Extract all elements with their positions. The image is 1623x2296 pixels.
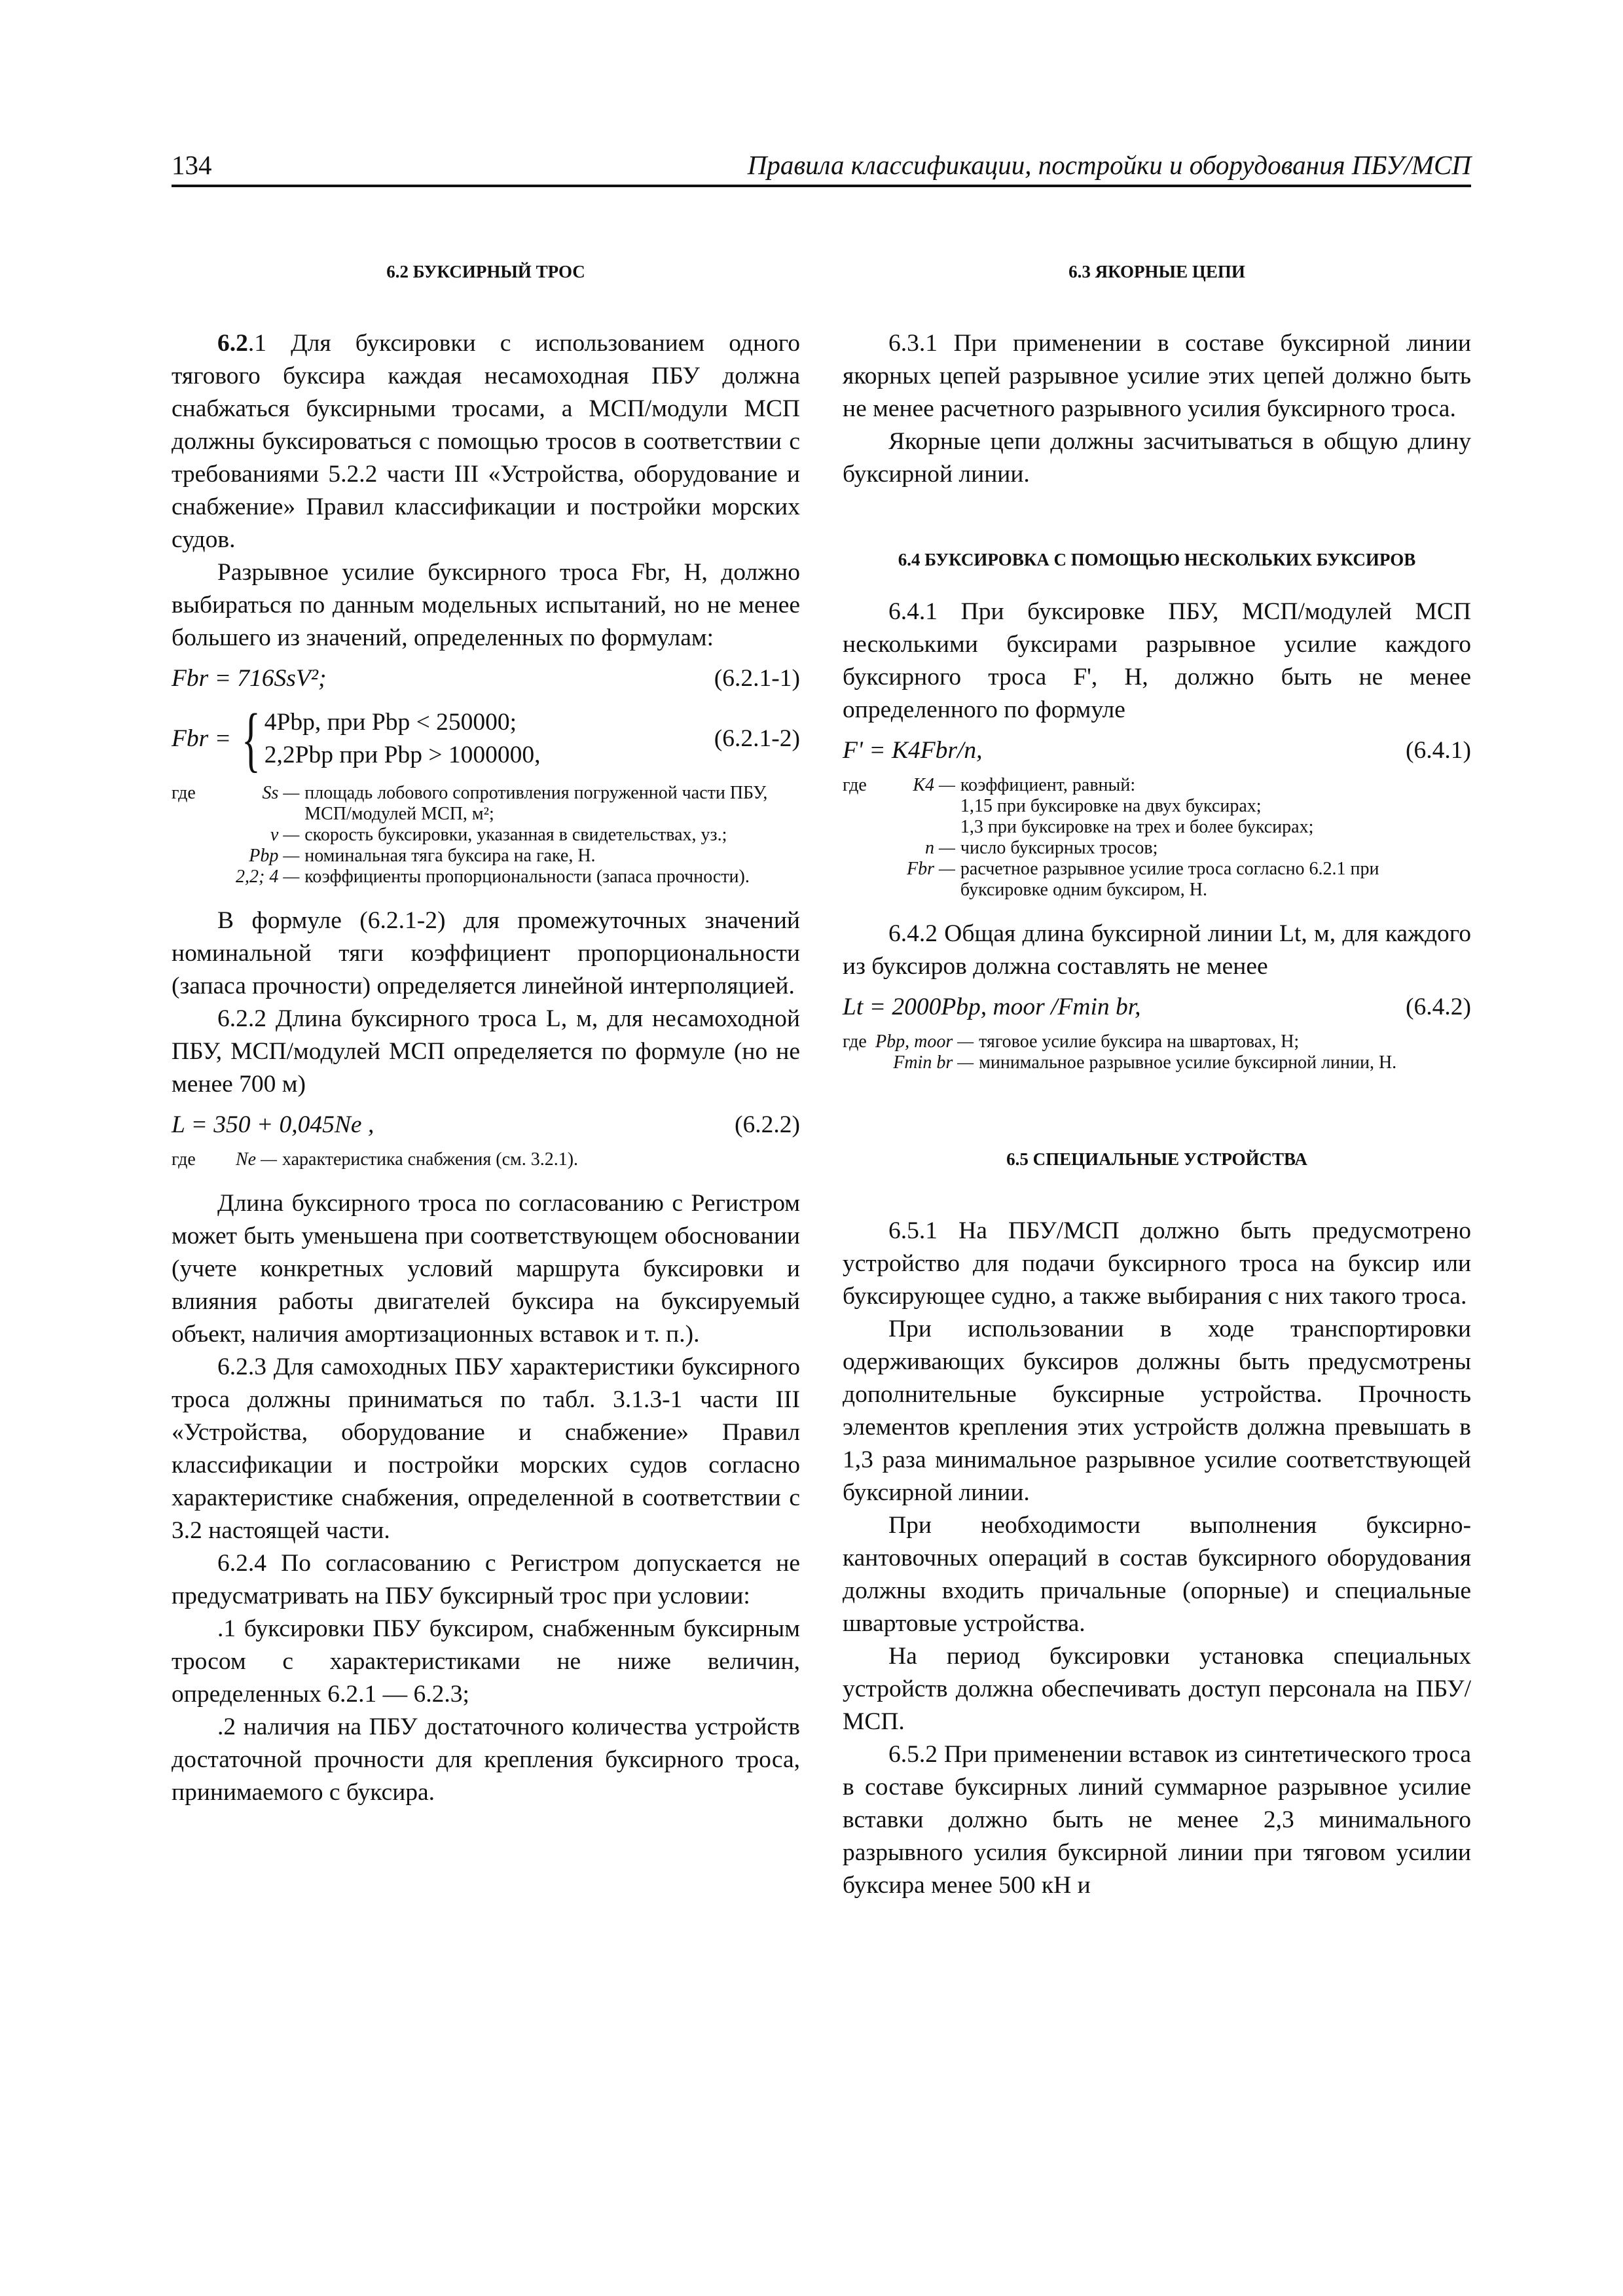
section-title-6-2: 6.2 БУКСИРНЫЙ ТРОС [386,262,585,281]
paragraph-6-2-2: 6.2.2 Длина буксирного троса L, м, для несамоходной ПБУ, МСП/модулей МСП определяется по формуле (но не менее 700 м) [172,1005,800,1098]
legend-symbol: K4 — [913,775,955,795]
legend-symbol: Pbp — [249,846,300,866]
equation-number: (6.2.1-1) [714,665,800,692]
paragraph-6-2-3: 6.2.3 Для самоходных ПБУ характеристики буксирного троса должны приниматься по табл. 3.1.3-1 части III «Устройства, оборудование и снабжение» Правил классификации и постройки морских судов согласно характеристике снабжения, определенной в соответствии с 3.2 настоящей части. [172,1354,800,1544]
legend-symbol: Ss — [262,783,300,803]
paragraph-6-5-1-d: На период буксировки установка специальных устройств должна обеспечивать доступ персонала на ПБУ/МСП. [843,1643,1471,1735]
legend-where-3 [843,775,1471,901]
paragraph-6-3-1-b: Якорные цепи должны засчитываться в общую длину буксирной линии. [843,428,1471,488]
equation-lhs: Fbr = [172,725,231,752]
where-label: где [172,783,196,803]
where-label: где [843,1031,867,1052]
paragraph-6-2-4-1: .1 буксировки ПБУ буксиром, снабженным буксирным тросом с характеристиками не ниже величин, определенных 6.2.1 — 6.2.3; [172,1615,800,1708]
paragraph-number: 6.2 [217,330,248,357]
equation-number: (6.2.1-2) [714,725,800,752]
legend-where-4 [843,1031,1396,1073]
legend-description: скорость буксировки, указанная в свидетельствах, уз.; [304,825,727,845]
legend-symbol: v — [270,825,300,845]
equation-6-4-2 [843,991,1471,1024]
legend-description: коэффициенты пропорциональности (запаса прочности). [304,867,750,887]
equation-lhs: Fbr = 716SsV²; [172,665,327,692]
left-column [172,255,800,1809]
where-label: где [172,1149,196,1170]
legend-description: число буксирных тросов; [960,838,1158,858]
legend-symbol: n — [925,838,955,858]
equation-6-2-1-2 [172,699,800,779]
legend-description: коэффициент, равный: [960,775,1136,795]
legend-where-1 [172,783,800,888]
equation-case-1: 4Pbp, при Pbp < 250000; [264,709,517,736]
paragraph-6-5-2: 6.5.2 При применении вставок из синтетического троса в составе буксирных линий суммарное разрывное усилие вставки должно быть не менее 2,3 минимального разрывного усилия буксирной линии при тяговом усилии буксира менее 500 кН и [843,1741,1471,1899]
legend-symbol: Fmin br — [893,1052,974,1073]
right-column [843,255,1471,1902]
page-header [172,145,1471,187]
paragraph-6-2-4: 6.2.4 По согласованию с Регистром допускается не предусматривать на ПБУ буксирный трос при условии: [172,1550,800,1609]
equation-6-2-1-1 [172,662,800,695]
paragraph-breaking-force: Разрывное усилие буксирного троса Fbr, Н, должно выбираться по данным модельных испытаний, но не менее большего из значений, определенных по формулам: [172,559,800,651]
paragraph-6-3-1: 6.3.1 При применении в составе буксирной линии якорных цепей разрывное усилие этих цепей должно быть не менее расчетного разрывного усилия буксирного троса. [843,330,1471,422]
legend-description: 1,3 при буксировке на трех и более буксирах; [960,817,1314,837]
equation-6-4-1 [843,734,1471,767]
equation-lhs: Lt = 2000Pbp, moor /Fmin br, [843,994,1141,1020]
legend-description: площадь лобового сопротивления погруженной части ПБУ, МСП/модулей МСП, м²; [304,783,768,824]
equation-number: (6.4.1) [1406,737,1471,764]
paragraph-length-reduction: Длина буксирного троса по согласованию с Регистром может быть уменьшена при соответствующем обосновании (учете конкретных условий маршрута буксировки и влияния работы двигателей буксира на буксируемый объект, наличия амортизационных вставок и т. п.). [172,1190,800,1348]
legend-description: минимальное разрывное усилие буксирной линии, Н. [979,1052,1397,1073]
legend-description: тяговое усилие буксира на швартовах, Н; [979,1031,1300,1052]
equation-number: (6.2.2) [735,1111,800,1138]
section-title-6-3: 6.3 ЯКОРНЫЕ ЦЕПИ [1068,262,1245,281]
where-label: где [843,775,867,795]
equation-lhs: F' = K4Fbr/n, [843,737,983,764]
running-title: Правила классификации, постройки и оборудования ПБУ/МСП [747,150,1471,180]
legend-symbol: 2,2; 4 — [236,867,300,887]
legend-description: расчетное разрывное усилие троса согласно 6.2.1 при буксировке одним буксиром, Н. [960,859,1379,900]
paragraph-6-5-1-c: При необходимости выполнения буксирно-кантовочных операций в состав буксирного оборудования должны входить причальные (опорные) и специальные швартовые устройства. [843,1512,1471,1637]
section-title-6-4: 6.4 БУКСИРОВКА С ПОМОЩЬЮ НЕСКОЛЬКИХ БУКСИРОВ [898,550,1416,569]
legend-symbol: Pbp, moor — [875,1031,974,1052]
paragraph-6-4-1: 6.4.1 При буксировке ПБУ, МСП/модулей МСП несколькими буксирами разрывное усилие каждого буксирного троса F', Н, должно быть не менее определенного по формуле [843,598,1471,723]
brace-symbol: { [241,699,261,779]
paragraph-6-2-4-2: .2 наличия на ПБУ достаточного количества устройств достаточной прочности для крепления буксирного троса, принимаемого с буксира. [172,1713,800,1806]
equation-number: (6.4.2) [1406,994,1471,1020]
equation-case-2: 2,2Pbp при Pbp > 1000000, [264,742,541,768]
paragraph-6-4-2: 6.4.2 Общая длина буксирной линии Lt, м, для каждого из буксиров должна составлять не менее [843,920,1471,980]
paragraph-6-5-1-b: При использовании в ходе транспортировки одерживающих буксиров должны быть предусмотрены дополнительные буксирные устройства. Прочность элементов крепления этих устройств должна превышать в 1,3 раза минимальное разрывное усилие соответствующей буксирной линии. [843,1316,1471,1506]
legend-description: характеристика снабжения (см. 3.2.1). [282,1149,579,1170]
legend-symbol: Fbr — [907,859,955,879]
paragraph-6-5-1: 6.5.1 На ПБУ/МСП должно быть предусмотрено устройство для подачи буксирного троса на буксир или буксирующее судно, а также выбирания с них такого троса. [843,1217,1471,1310]
equation-6-2-2 [172,1109,800,1141]
legend-symbol: Ne — [236,1149,277,1170]
paragraph-interpolation: В формуле (6.2.1-2) для промежуточных значений номинальной тяги коэффициент пропорциональности (запаса прочности) определяется линейной интерполяцией. [172,907,800,999]
legend-where-2 [172,1149,578,1170]
equation-lhs: L = 350 + 0,045Ne , [172,1111,374,1138]
page-number: 134 [172,150,212,180]
legend-description: 1,15 при буксировке на двух буксирах; [960,796,1262,816]
legend-description: номинальная тяга буксира на гаке, Н. [304,846,596,866]
section-title-6-5: 6.5 СПЕЦИАЛЬНЫЕ УСТРОЙСТВА [1006,1149,1307,1169]
paragraph-6-2-1: 6.2.1 Для буксировки с использованием одного тягового буксира каждая несамоходная ПБУ должна снабжаться буксирными тросами, а МСП/модули МСП должны буксироваться с помощью тросов в соответствии с требованиями 5.2.2 части III «Устройства, оборудование и снабжение» Правил классификации и постройки морских судов. [172,330,800,553]
